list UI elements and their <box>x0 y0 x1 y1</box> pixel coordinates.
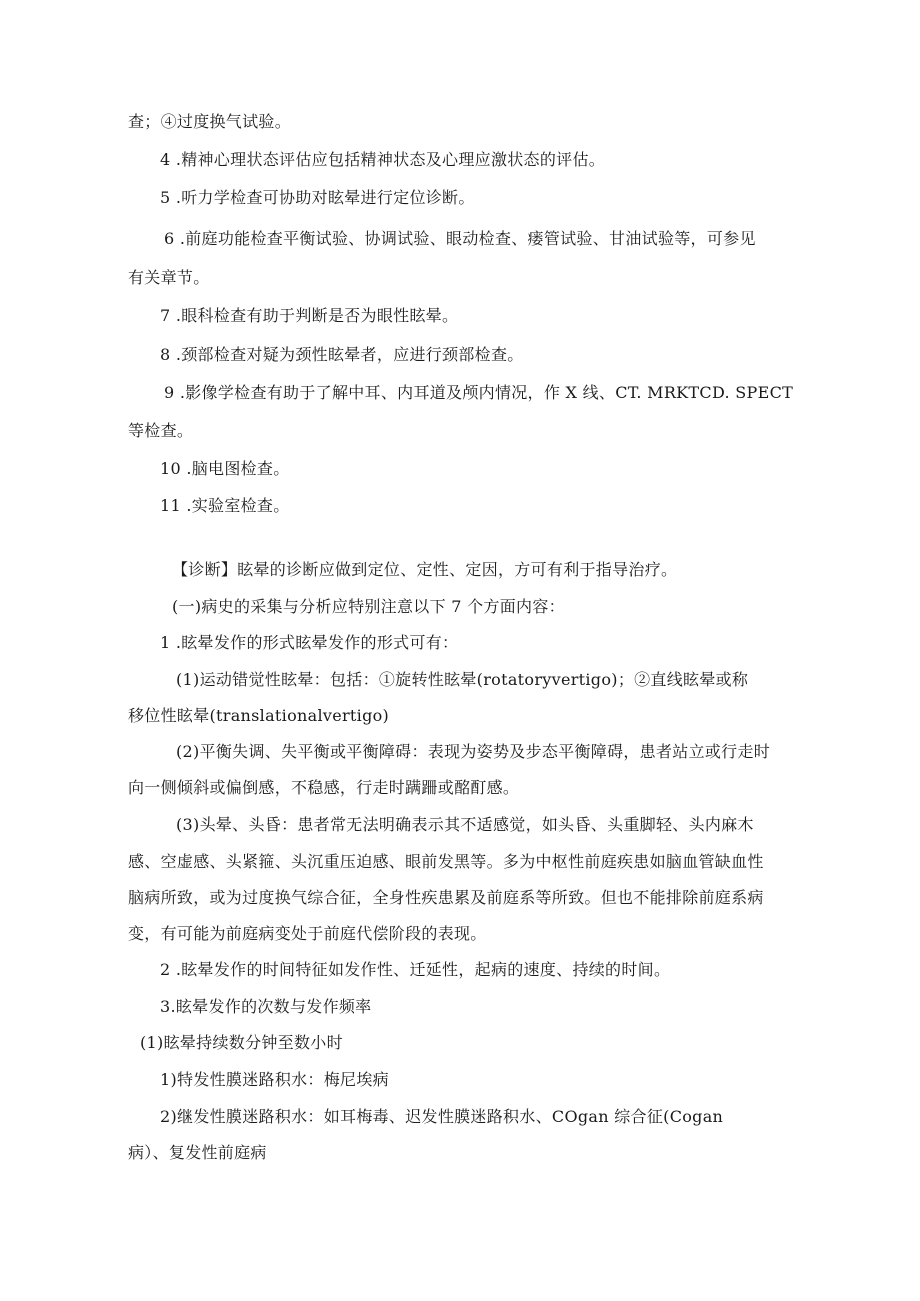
sub-item-3: (3)头晕、头昏：患者常无法明确表示其不适感觉，如头昏、头重脚轻、头内麻木 <box>176 815 754 834</box>
section-heading: (一)病史的采集与分析应特别注意以下 7 个方面内容： <box>172 597 565 616</box>
text-line: 查；④过度换气试验。 <box>128 112 292 131</box>
sub-item-1: (1)运动错觉性眩晕：包括：①旋转性眩晕(rotatoryvertigo)；②直线眩晕或称 <box>176 670 749 689</box>
list-item-4: 4 .精神心理状态评估应包括精神状态及心理应激状态的评估。 <box>160 150 606 169</box>
list-item-10: 10 .脑电图检查。 <box>160 459 290 478</box>
text-line: 变，有可能为前庭病变处于前庭代偿阶段的表现。 <box>128 924 487 943</box>
list-item-1: 1 .眩晕发作的形式眩晕发作的形式可有： <box>160 633 459 652</box>
list-item-9: 9 .影像学检查有助于了解中耳、内耳道及颅内情况，作 X 线、CT. MRKTCD. SPECT <box>164 383 794 402</box>
text-line: 病）、复发性前庭病 <box>128 1143 267 1162</box>
text-line: 向一侧倾斜或偏倒感，不稳感，行走时蹒跚或酩酊感。 <box>128 778 520 797</box>
list-item-2: 2 .眩晕发作的时间特征如发作性、迁延性，起病的速度、持续的时间。 <box>160 960 671 979</box>
list-item-7: 7 .眼科检查有助于判断是否为眼性眩晕。 <box>160 306 459 325</box>
text-line: 脑病所致，或为过度换气综合征，全身性疾患累及前庭系等所致。但也不能排除前庭系病 <box>128 888 764 907</box>
list-item-11: 11 .实验室检查。 <box>160 496 290 515</box>
sub-sub-item-2: 2)继发性膜迷路积水：如耳梅毒、迟发性膜迷路积水、COgan 综合征(Cogan <box>160 1107 724 1126</box>
diagnosis-heading: 【诊断】眩晕的诊断应做到定位、定性、定因，方可有利于指导治疗。 <box>172 560 678 579</box>
sub-item-1: (1)眩晕持续数分钟至数小时 <box>140 1033 343 1052</box>
text-line: 等检查。 <box>128 421 194 440</box>
list-item-3: 3.眩晕发作的次数与发作频率 <box>160 997 372 1016</box>
list-item-5: 5 .听力学检查可协助对眩晕进行定位诊断。 <box>160 188 475 207</box>
list-item-6: 6 .前庭功能检查平衡试验、协调试验、眼动检查、瘘管试验、甘油试验等，可参见 <box>164 229 756 248</box>
sub-item-2: (2)平衡失调、失平衡或平衡障碍：表现为姿势及步态平衡障碍，患者站立或行走时 <box>176 742 771 761</box>
sub-sub-item-1: 1)特发性膜迷路积水：梅尼埃病 <box>160 1070 389 1089</box>
text-line: 感、空虚感、头紧箍、头沉重压迫感、眼前发黑等。多为中枢性前庭疾患如脑血管缺血性 <box>128 852 764 871</box>
list-item-8: 8 .颈部检查对疑为颈性眩晕者，应进行颈部检查。 <box>160 345 524 364</box>
text-line: 移位性眩晕(translationalvertigo) <box>128 706 390 725</box>
text-line: 有关章节。 <box>128 268 210 287</box>
